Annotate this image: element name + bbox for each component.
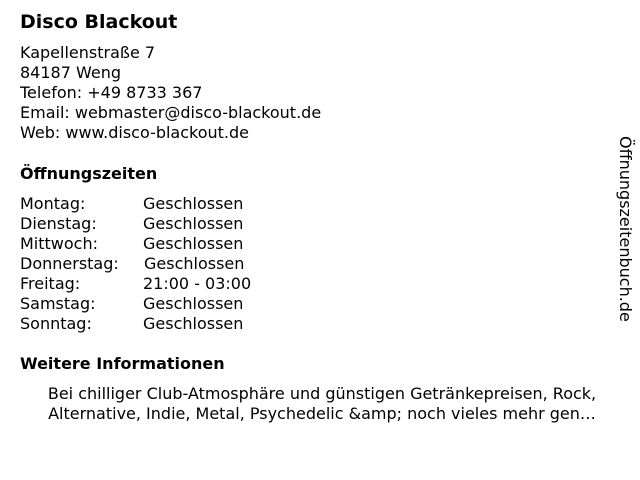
email-address: Email: webmaster@disco-blackout.de [20, 103, 322, 122]
day-label: Donnerstag: [20, 254, 119, 273]
day-label: Freitag: [20, 274, 81, 293]
source-watermark [613, 136, 637, 364]
description-line: Bei chilliger Club-Atmosphäre und günstigen Getränkepreisen, Rock, [47, 384, 597, 403]
day-label: Dienstag: [20, 214, 97, 233]
hours-row-sunday [20, 314, 320, 334]
hours-row-monday [20, 194, 320, 214]
further-info-heading: Weitere Informationen [20, 354, 225, 373]
hours-row-friday [20, 274, 320, 294]
street-address: Kapellenstraße 7 [20, 43, 156, 62]
hours-row-thursday [20, 254, 320, 274]
day-label: Samstag: [20, 294, 96, 313]
hours-value: Geschlossen [143, 294, 244, 313]
opening-hours-list [20, 194, 320, 334]
hours-value: Geschlossen [143, 194, 244, 213]
opening-hours-heading: Öffnungszeiten [20, 164, 158, 183]
contact-block [20, 43, 321, 143]
hours-row-saturday [20, 294, 320, 314]
city-address: 84187 Weng [20, 63, 122, 82]
day-label: Montag: [20, 194, 86, 213]
hours-value: Geschlossen [143, 234, 244, 253]
website: Web: www.disco-blackout.de [20, 123, 250, 142]
hours-value: Geschlossen [143, 214, 244, 233]
day-label: Sonntag: [20, 314, 92, 333]
hours-value: 21:00 - 03:00 [143, 274, 252, 293]
venue-name: Disco Blackout [20, 11, 178, 33]
hours-value: Geschlossen [143, 314, 244, 333]
phone-number: Telefon: +49 8733 367 [20, 83, 203, 102]
venue-description [20, 384, 624, 424]
hours-row-wednesday [20, 234, 320, 254]
day-label: Mittwoch: [20, 234, 98, 253]
hours-value: Geschlossen [144, 254, 245, 273]
description-line: Alternative, Indie, Metal, Psychedelic &amp; noch vieles mehr gen… [48, 404, 596, 423]
hours-row-tuesday [20, 214, 320, 234]
watermark-text: Öffnungszeitenbuch.de [616, 136, 635, 322]
